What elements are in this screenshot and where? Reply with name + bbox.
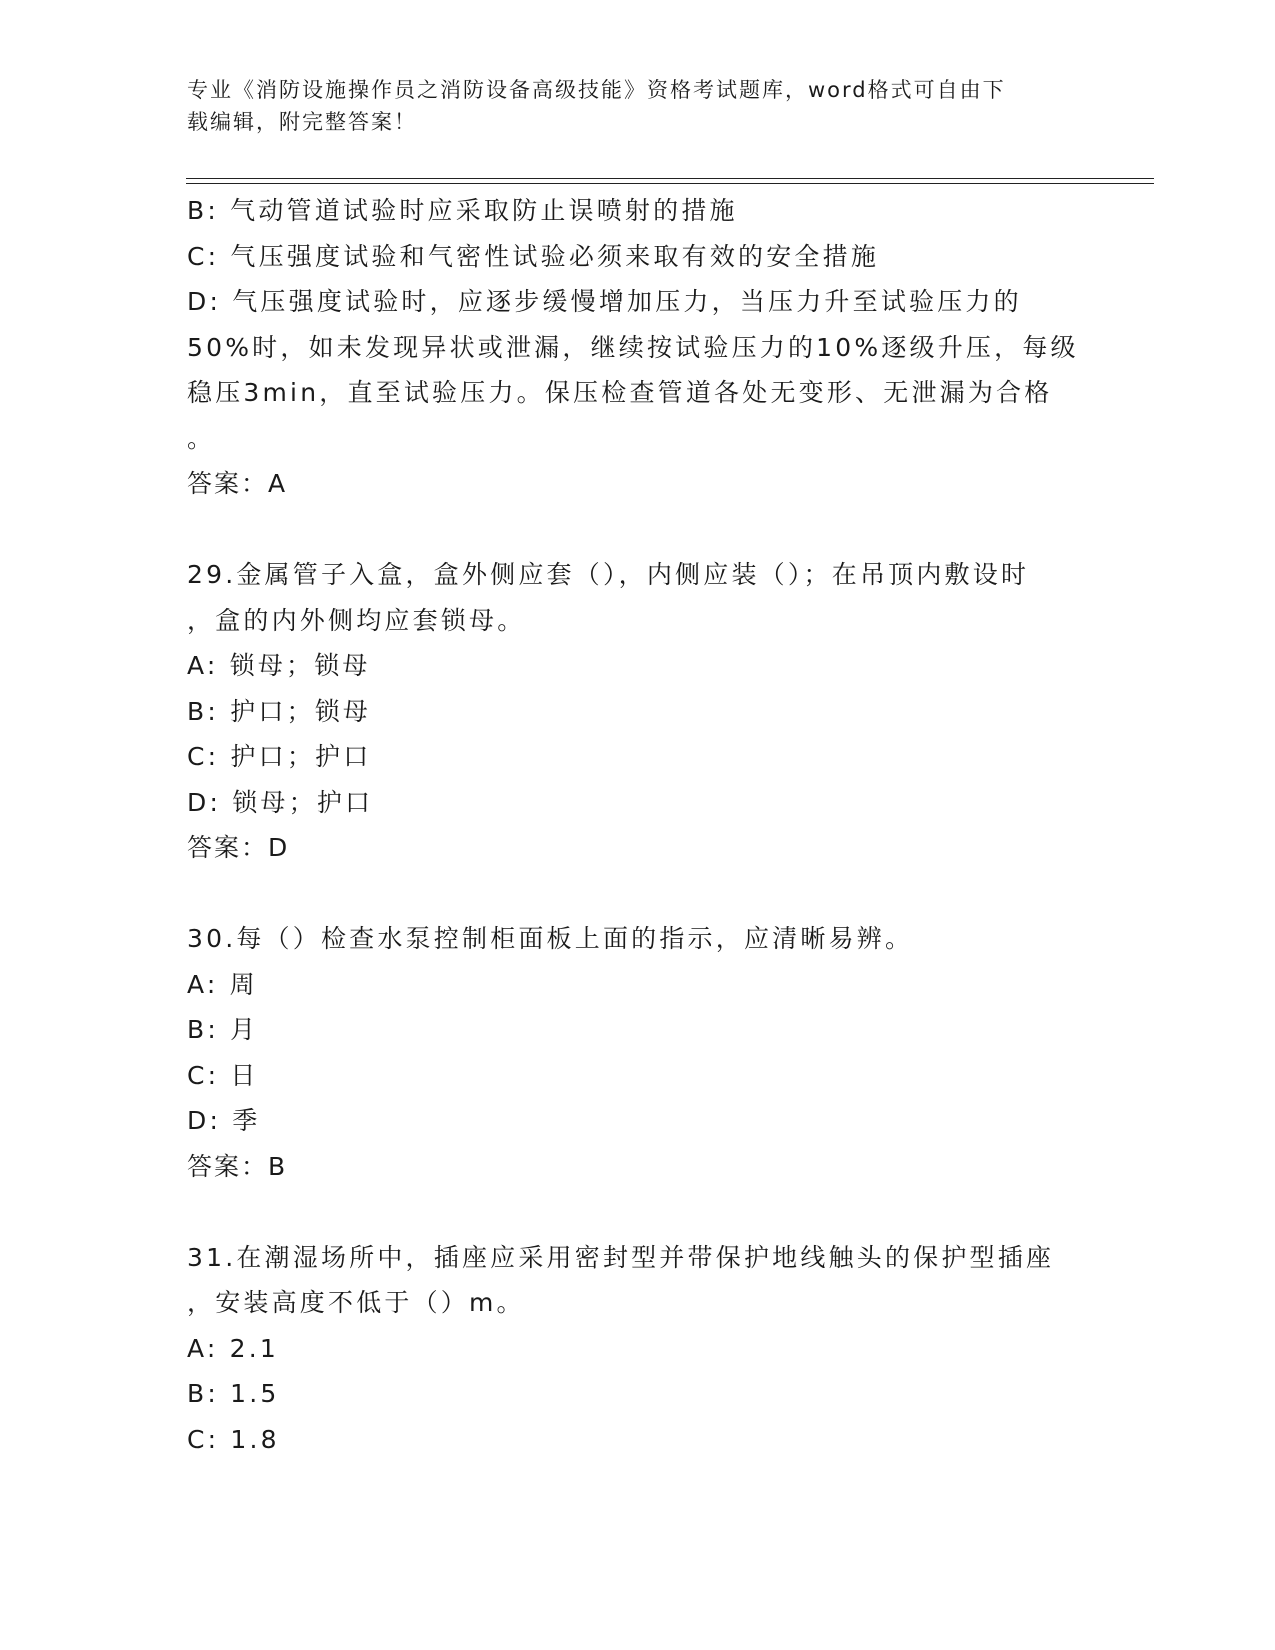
answer: 答案：B xyxy=(187,1151,288,1181)
option-d-continued: 50%时，如未发现异状或泄漏，继续按试验压力的10%逐级升压，每级 xyxy=(187,332,1079,362)
option-a: A: 周 xyxy=(187,969,258,999)
question-stem: 31.在潮湿场所中，插座应采用密封型并带保护地线触头的保护型插座 xyxy=(187,1242,1055,1272)
header-line-2: 载编辑，附完整答案！ xyxy=(187,110,417,134)
option-c: C: 日 xyxy=(187,1060,259,1090)
spacer xyxy=(187,1189,1087,1235)
header-line-1: 专业《消防设施操作员之消防设备高级技能》资格考试题库，word格式可自由下 xyxy=(187,78,1006,102)
option-a: A: 2.1 xyxy=(187,1333,279,1363)
option-b: B: 1.5 xyxy=(187,1379,280,1408)
option-a: A: 锁母；锁母 xyxy=(187,651,371,680)
header-divider-top xyxy=(186,178,1154,179)
question-stem-continued: ，安装高度不低于（）m。 xyxy=(187,1288,525,1317)
option-c: C: 护口；护口 xyxy=(187,742,372,771)
spacer xyxy=(187,507,1087,553)
question-stem: 30.每（）检查水泵控制柜面板上面的指示，应清晰易辨。 xyxy=(187,924,914,953)
spacer xyxy=(187,871,1087,917)
option-d: D: 锁母；护口 xyxy=(187,787,374,817)
option-c: C: 1.8 xyxy=(187,1424,280,1454)
option-d: D: 季 xyxy=(187,1106,261,1135)
question-stem-continued: ，盒的内外侧均应套锁母。 xyxy=(187,605,526,635)
header-divider-bottom xyxy=(186,183,1154,184)
option-b: B: 护口；锁母 xyxy=(187,696,372,726)
question-30 xyxy=(187,916,1087,1189)
question-list xyxy=(187,188,1087,1462)
question-29 xyxy=(187,552,1087,871)
answer: 答案：A xyxy=(187,469,288,498)
question-31 xyxy=(187,1235,1087,1463)
option-b: B: 气动管道试验时应采取防止误喷射的措施 xyxy=(187,196,738,225)
option-b: B: 月 xyxy=(187,1015,259,1044)
question-stem: 29.金属管子入盒，盒外侧应套（），内侧应装（）；在吊顶内敷设时 xyxy=(187,560,1030,589)
question-28-continuation xyxy=(187,188,1087,507)
document-header xyxy=(187,74,1067,138)
option-d-continued: 。 xyxy=(187,423,216,453)
option-c: C: 气压强度试验和气密性试验必须来取有效的安全措施 xyxy=(187,241,880,271)
option-d-continued: 稳压3min，直至试验压力。保压检查管道各处无变形、无泄漏为合格 xyxy=(187,378,1053,407)
answer: 答案：D xyxy=(187,833,290,862)
option-d: D: 气压强度试验时，应逐步缓慢增加压力，当压力升至试验压力的 xyxy=(187,287,1022,316)
